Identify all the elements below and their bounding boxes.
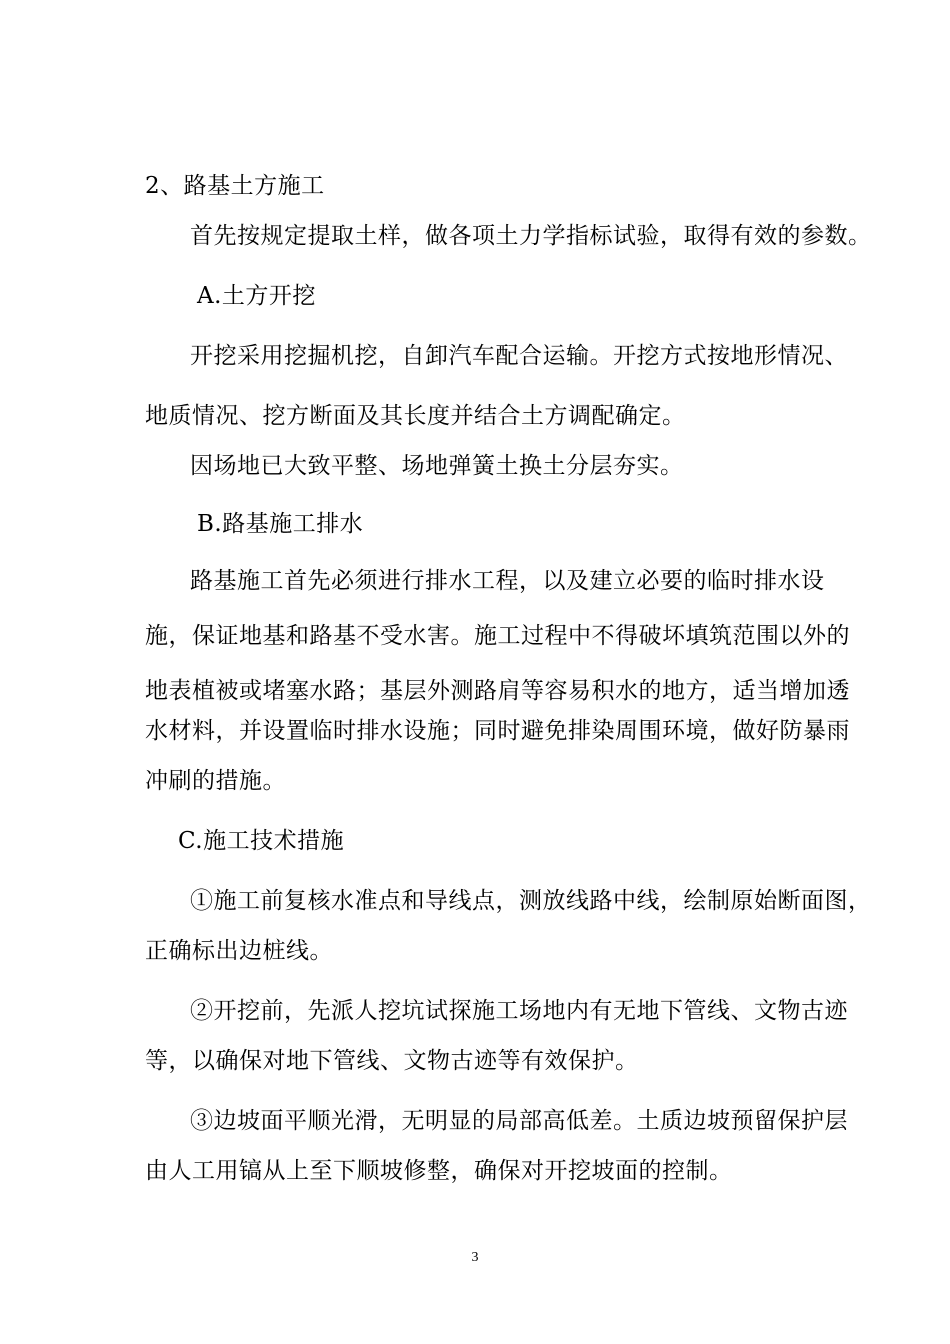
paragraph-line: 施，保证地基和路基不受水害。施工过程中不得破坏填筑范围以外的 xyxy=(145,623,850,649)
section-heading: 2、路基土方施工 xyxy=(145,173,325,199)
paragraph-line: 水材料，并设置临时排水设施；同时避免排染周围环境，做好防暴雨 xyxy=(145,718,850,744)
subheading-b: B.路基施工排水 xyxy=(197,511,364,537)
paragraph-line: 地表植被或堵塞水路；基层外测路肩等容易积水的地方，适当增加透 xyxy=(145,678,850,704)
page-number: 3 xyxy=(471,1250,479,1265)
paragraph-line: 路基施工首先必须进行排水工程，以及建立必要的临时排水设 xyxy=(190,568,825,594)
paragraph-line: 冲刷的措施。 xyxy=(145,768,286,794)
list-item: ①施工前复核水准点和导线点，测放线路中线，绘制原始断面图， xyxy=(190,888,872,914)
paragraph-line: 开挖采用挖掘机挖，自卸汽车配合运输。开挖方式按地形情况、 xyxy=(190,343,848,369)
intro-paragraph: 首先按规定提取土样，做各项土力学指标试验，取得有效的参数。 xyxy=(190,223,872,249)
subheading-c: C.施工技术措施 xyxy=(178,828,345,854)
list-item-continuation: 等，以确保对地下管线、文物古迹等有效保护。 xyxy=(145,1048,639,1074)
paragraph-line: 因场地已大致平整、场地弹簧土换土分层夯实。 xyxy=(190,453,684,479)
subheading-a: A.土方开挖 xyxy=(197,283,316,309)
paragraph-line: 地质情况、挖方断面及其长度并结合土方调配确定。 xyxy=(145,403,686,429)
list-item-continuation: 由人工用镐从上至下顺坡修整，确保对开挖坡面的控制。 xyxy=(145,1158,733,1184)
list-item-continuation: 正确标出边桩线。 xyxy=(145,938,333,964)
list-item: ③边坡面平顺光滑，无明显的局部高低差。土质边坡预留保护层 xyxy=(190,1108,848,1134)
list-item: ②开挖前，先派人挖坑试探施工场地内有无地下管线、文物古迹 xyxy=(190,998,848,1024)
